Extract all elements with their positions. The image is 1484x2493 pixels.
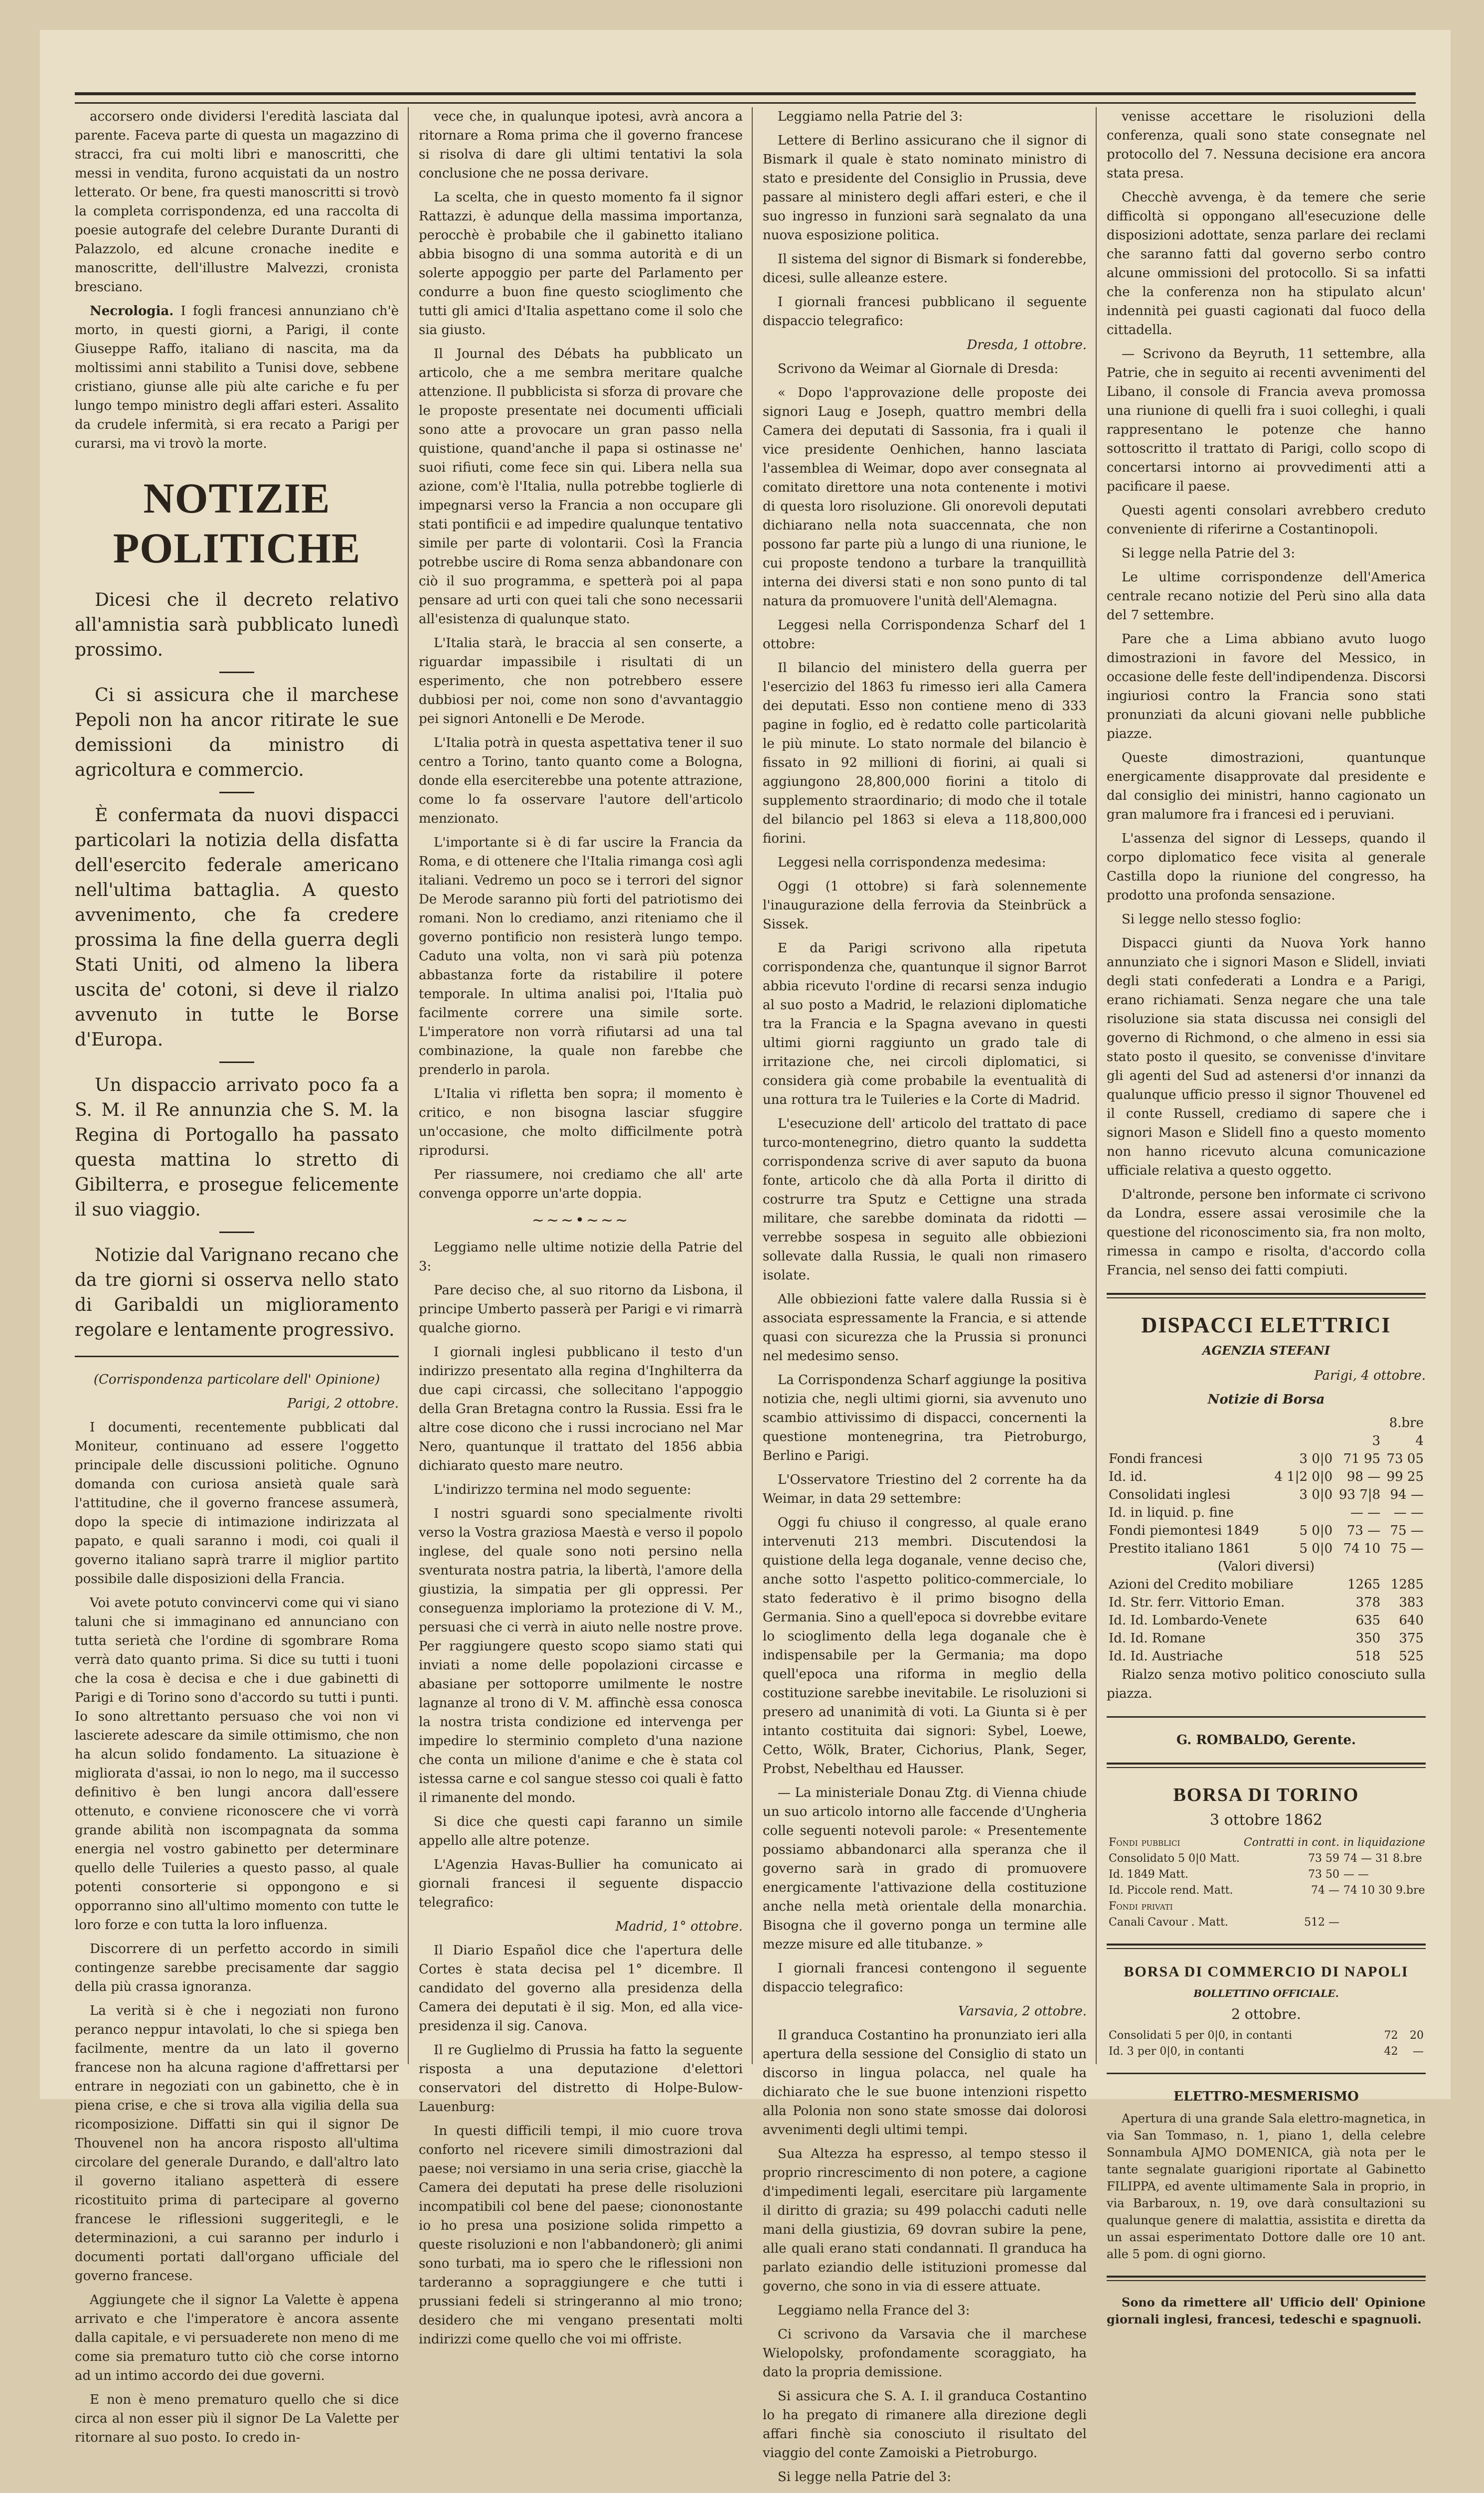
paragraph: L'Italia starà, le braccia al sen conserte, a riguardar impassibile i risultati di un esperimento, che non potrebbero essere dubbiosi per noi, come non sono d'avvantaggio pei signori Antonelli e De Merode. [419,636,743,726]
cell: — [1413,2045,1424,2058]
cell: — — [1350,1505,1381,1520]
cell: 73 — [1346,1523,1381,1538]
paragraph: I giornali inglesi pubblicano il testo d'un indirizzo presentato alla regina d'Inghilterra da due capi circassi, che sollecitano l'appoggio della Gran Bretagna contro la Russia. Essi fra le altre cose dicono che i russi incrociano nel Mar Nero, quantunque il trattato del 1856 abbia dichiarato questo mare neutro. [419,1345,743,1473]
paragraph: D'altronde, persone ben informate ci scrivono da Londra, essere assai verosimile che la questione del riconoscimento sia, fra non molto, rimessa in campo e risolta, d'accordo colla Francia, nel senso dei fatti compiuti. [1107,1187,1426,1278]
month-header: 8.bre [1389,1416,1424,1430]
day-header: 3 [1372,1433,1381,1448]
paragraph: L'Italia potrà in questa aspettativa tener il suo centro a Torino, tanto quanto come a Bologna, donde ella eserciterebbe una potente attrazione, come lo fa osservare l'autore dell'articolo menzionato. [419,735,743,826]
cell: Consolidati 5 per 0|0, in contanti [1109,2029,1292,2042]
cell: — — [1343,1868,1369,1881]
paragraph: Queste dimostrazioni, quantunque energicamente disapprovate dal presidente e dal consiglio dei ministri, hanno cagionato un gran malumore fra i francesi ed i peruviani. [1107,750,1426,822]
top-rule [75,92,1416,104]
paragraph: L'esecuzione dell' articolo del trattato di pace turco-montenegrino, dietro quanto la suddetta corrispondenza scrive di aver saputo da buona fonte, articolo che dà alla Porta il diritto di costrurre tra Sputz e Cettigne una strada militare, che sarebbe dominata da ridotti — verrebbe sospesa in seguito alle obbiezioni sollevate dalla Russia, le quali non rimasero isolate. [763,1116,1087,1283]
column-1 [75,107,399,2445]
borsa-torino-title: BORSA DI TORINO [1173,1784,1359,1805]
cell: Consolidato 5 0|0 Matt. [1109,1852,1240,1865]
table-row [1107,1486,1426,1504]
paragraph: Si legge nella Patrie del 3: [1122,546,1296,561]
table-header-row [1107,1432,1426,1450]
paragraph: La Corrispondenza Scharf aggiunge la positiva notizia che, negli ultimi giorni, sia avvenuto uno scambio attivissimo di dispacci, concernenti la questione montenegrina, tra Pietroburgo, Berlino e Parigi. [763,1373,1087,1463]
borsa-napoli-date: 2 ottobre. [1231,2006,1301,2022]
separator [219,792,254,793]
paragraph: — La ministeriale Donau Ztg. di Vienna chiude un suo articolo intorno alle faccende d'Ungheria colle seguenti notevoli parole: « Presentemente possiamo abbandonarci alla speranza che il governo sarà in grado di promuovere energicamente l'attivazione della costituzione anche nella metà orientale della monarchia. Bisogna che il governo ponga un termine alle mezze misure ed alle titubanze. » [763,1785,1087,1952]
table-row [1107,1468,1426,1486]
paragraph: L'Osservatore Triestino del 2 corrente ha da Weimar, in data 29 settembre: [763,1472,1087,1506]
cell: 20 [1410,2029,1424,2042]
paragraph: Questi agenti consolari avrebbero creduto conveniente di riferirne a Costantinopoli. [1107,503,1426,537]
separator [219,672,254,673]
dispatches-title: DISPACCI ELETTRICI [1141,1313,1391,1337]
cell: 74 — [1311,1884,1340,1897]
cell: Consolidati inglesi [1109,1487,1231,1502]
separator [219,1232,254,1233]
table-row [1107,2044,1426,2060]
cell: 640 [1399,1613,1424,1628]
paragraph: L'assenza del signor di Lesseps, quando il corpo diplomatico fece visita al generale Castilla dopo la riunione del congresso, ha prodotto una profonda sensazione. [1107,831,1426,903]
news-item: Un dispaccio arrivato poco fa a S. M. il Re annunzia che S. M. la Regina di Portogallo ha passato questa mattina lo stretto di Gibilterra, e prosegue felicemente il suo viaggio. [75,1075,399,1220]
borsa-torino-date: 3 ottobre 1862 [1209,1811,1323,1829]
news-item: Dicesi che il decreto relativo all'amnistia sarà pubblicato lunedì prossimo. [75,590,399,660]
table-row [1107,1629,1426,1647]
table-header-row [1107,1414,1426,1432]
paragraph: Scrivono da Weimar al Giornale di Dresda: [778,361,1059,376]
cell: 74 10 30 9.bre [1343,1884,1425,1897]
paragraph: L'Italia vi rifletta ben sopra; il momento è critico, e non bisogna lasciar sfuggire un'occasione, che molto difficilmente potrà riprodursi. [419,1086,743,1158]
cell: Id. 3 per 0|0, in contanti [1109,2045,1244,2058]
cell: Id. Piccole rend. Matt. [1109,1884,1233,1897]
paragraph: La verità si è che i negoziati non furono peranco neppur intavolati, lo che si spiega ben facilmente, mentre da un lato il governo francese non ha alcuna ragione d'affrettarsi per entrare in negoziati con un gabinetto, che è in piena crise, e che si trova alla vigilia della sua ricomposizione. Diffatti sin qui il signor De Thouvenel non ha ancora risposto all'ultima circolare del generale Durando, e dall'altro lato il governo italiano aspetterà di essere ricostituito prima di partecipare al governo francese le riflessioni suggeritegli, e le determinazioni, a cui saranno per indurlo i documenti portati dall'organo ufficiale del governo francese. [75,2003,399,2284]
table-row [1107,1915,1427,1931]
cell: 73 59 [1308,1852,1340,1865]
paragraph: Si legge nella Patrie del 3: [778,2470,952,2485]
table-row [1107,1611,1426,1629]
cell: 378 [1355,1595,1381,1610]
stock-table [1107,1414,1426,1665]
news-item: È confermata da nuovi dispacci particolari la notizia della disfatta dell'esercito federale americano nell'ultima battaglia. A questo avvenimento, che fa credere prossima la fine della guerra degli Stati Uniti, od almeno la libera uscita de' cotoni, si deve il rialzo avvenuto in tutte le Borse d'Europa. [75,805,399,1050]
cell: Id. Id. Romane [1109,1631,1206,1646]
cell: 3 0|0 [1299,1451,1333,1466]
dateline: Madrid, 1° ottobre. [615,1919,743,1934]
divider [1107,1293,1426,1298]
paragraph: I nostri sguardi sono specialmente rivolti verso la Vostra graziosa Maestà e verso il popolo inglese, del quale sono noti persino nella sventurata nostra patria, la libertà, l'amore della giustizia, la simpatia per gli oppressi. Per conseguenza imploriamo la protezione di V. M., persuasi che ci verrà in aiuto nelle nostre prove. Per raggiungere questo scopo siamo stati qui inviati a nome delle popolazioni circasse e abasiane per sottoporre umilmente le nostre lagnanze al trono di V. M. affinchè essa conosca la nostra trista condizione ed intervenga per impedire lo sterminio completo d'una nazione che conta un milione d'anime e che è stata col istessa carne e col sangue stesso coi quali è fatto il rimanente del mondo. [419,1506,743,1805]
borsa-torino-table [1107,1835,1427,1931]
cell: 1285 [1390,1577,1424,1592]
paragraph: Checchè avvenga, è da temere che serie difficoltà si oppongano all'esecuzione delle disposizioni adottate, senza parlare dei reclami che saranno fatti dal governo serbo contro alcune ommissioni del protocollo. Si sa infatti che la conferenza non ha stipulato alcun' indennità pei guasti cagionati dal fuoco della cittadella. [1107,190,1426,338]
cell: 99 25 [1386,1469,1424,1484]
newspaper-page [40,30,1451,2485]
cell: 74 10 [1343,1541,1381,1556]
paragraph: Si assicura che S. A. I. il granduca Costantino lo ha pregato di rimanere alla direzione degli affari finchè sia conosciuto il risultato del viaggio del conte Zamoiski a Pietroburgo. [763,2389,1087,2461]
paragraph: L'importante si è di far uscire la Francia da Roma, e di ottenere che l'Italia rimanga così agli italiani. Vedremo un poco se i terrori del signor De Merode saranno più forti del patriotismo dei romani. Non lo crediamo, anzi riteniamo che il governo pontificio non resisterà lungo tempo. Caduto una volta, non vi sarà più potenza abbastanza forte da ristabilire il potere temporale. In ultima analisi poi, l'Italia può facilmente correre una simile sorte. L'imperatore non vorrà rifiutarsi ad una tal combinazione, la quale non farebbe che prenderlo in parola. [419,835,743,1077]
cell: Id. Id. Lombardo-Venete [1109,1613,1267,1628]
cell: 93 7|8 [1339,1487,1381,1502]
paragraph: Si legge nello stesso foglio: [1122,912,1302,927]
paragraph: « Dopo l'approvazione delle proposte dei signori Laug e Joseph, quattro membri della Camera dei deputati di Sassonia, fra i quali il vice presidente Oenhichen, hanno lasciata l'assemblea di Weimar, dopo aver consegnata al comitato direttore una nota contenente i motivi di questa loro risoluzione. Gli onorevoli deputati dichiarano nella nota suaccennata, che non possono far parte più a lungo di una riunione, le cui proposte tendono a turbare la tranquillità interna dei diversi stati e non sono punto di tal natura da promuovere l'unità dell'Alemagna. [763,385,1087,609]
paragraph: Leggesi nella corrispondenza medesima: [778,855,1046,870]
cell: 525 [1399,1649,1424,1664]
table-row [1107,2028,1426,2044]
paragraph: Rialzo senza motivo politico conosciuto sulla piazza. [1107,1667,1426,1701]
table-row [1107,1504,1426,1522]
section-headline: NOTIZIE POLITICHE [113,474,361,572]
borsa-napoli-table [1107,2028,1426,2060]
cell: 350 [1355,1631,1381,1646]
obituary-text: I fogli francesi annunziano ch'è morto, in questi giorni, a Parigi, il conte Giuseppe Raffo, italiano di nascita, ma da moltissimi anni stabilito a Tunisi dove, sebbene cristiano, giunse alle più alte cariche e fu per lungo tempo ministro degli affari esteri. Assalito da crudele infermità, si era recato a Parigi per curarsi, ma vi trovò la morte. [75,304,399,451]
cell [1341,1915,1427,1931]
table-header-row [1107,1835,1427,1851]
paragraph: — Scrivono da Beyruth, 11 settembre, alla Patrie, che in seguito ai recenti avvenimenti del Libano, il console di Francia aveva promossa una riunione di quelli fra i suoi colleghi, i quali rappresentano le potenze che hanno sottoscritto il trattato di Parigi, collo scopo di concertarsi intorno ai provvedimenti atti a pacificare il paese. [1107,347,1426,494]
table-row [1107,1594,1426,1611]
column-header: Contratti in cont. [1243,1836,1340,1849]
cell: 72 [1384,2029,1398,2042]
obituary-paragraph [75,302,399,453]
paragraph: Leggesi nella Corrispondenza Scharf del 1 ottobre: [763,618,1087,652]
dateline: Parigi, 4 ottobre. [1314,1368,1426,1383]
column-divider [1096,107,1097,2064]
paragraph: I giornali francesi contengono il seguente dispaccio telegrafico: [763,1961,1087,1995]
news-item: Notizie dal Varignano recano che da tre giorni si osserva nello stato di Garibaldi un miglioramento regolare e lentamente progressivo. [75,1245,399,1340]
cell [1269,1504,1334,1522]
cell: 98 — [1346,1469,1381,1484]
cell: Fondi piemontesi 1849 [1109,1523,1259,1538]
paragraph: Sua Altezza ha espresso, al tempo stesso il proprio rincrescimento di non potere, a cagione d'impedimenti legali, esercitare più largamente il diritto di grazia; su 499 polacchi caduti nelle mani della giustizia, 69 dovran subire la pene, alle quali erano stati condannati. Il granduca ha parlato eziandio delle istituzioni promesse dal governo, che sono in via di essere attuate. [763,2146,1087,2294]
paragraph: Le ultime corrispondenze dell'America centrale recano notizie del Perù sino alla data del 7 settembre. [1107,570,1426,623]
table-row [1107,1647,1426,1665]
paragraph: Il Journal des Débats ha pubblicato un articolo, che a me sembra meritare qualche attenzione. Il pubblicista si sforza di provare che le proposte presentate nei documenti ufficiali sono atte a provocare un gran passo nella quistione, quand'anche il papa si ostinasse ne' suoi rifiuti, come fece sin qui. Libera nella sua azione, com'è l'Italia, nulla potrebbe toglierle di impegnarsi verso la Francia a non occupare gli stati pontificii e ad impedire qualunque tentativo simile per parte di volontarii. Così la Francia potrebbe uscire di Roma senza abbandonare con ciò il suo programma, e spetterà poi al papa pensare ad urti con quei tali che sono necessarii all'esistenza di qualunque stato. [419,347,743,627]
divider [75,1356,399,1357]
paragraph: Per riassumere, noi crediamo che all' arte convenga opporre un'arte doppia. [419,1167,743,1201]
correspondence-header: (Corrispondenza particolare dell' Opinione) [93,1372,380,1387]
cell: Id. id. [1109,1469,1147,1484]
paragraph: Il granduca Costantino ha pronunziato ieri alla apertura della sessione del Consiglio di stato un discorso in lingua polacca, nel quale ha dichiarato che le sue buone intenzioni rispetto alla Polonia non sono state smosse dai dolorosi avvenimenti degli ultimi tempi. [763,2028,1087,2137]
valori-label: (Valori diversi) [1217,1559,1315,1574]
borsa-napoli-sub: BOLLETTINO OFFICIALE. [1193,1987,1339,1999]
table-row [1107,1883,1427,1899]
paragraph: Dispacci giunti da Nuova York hanno annunziato che i signori Mason e Slidell, inviati degli stati confederati a Londra e a Parigi, erano richiamati. Senza negare che una tale risoluzione sia stata discussa nei consigli del governo di Richmond, o che almeno in essi sia stato posto il quesito, se convenisse d'invitare gli agenti del Sud ad astenersi d'or innanzi da qualunque ufficio presso il signor Thouvenel ed il conte Russell, crediamo di sapere che i signori Mason e Slidell fino a questo momento non hanno ricevuto alcuna comunicazione ufficiale relativa a questo oggetto. [1107,936,1426,1178]
cell: 512 — [1304,1916,1340,1929]
paragraph: Pare che a Lima abbiano avuto luogo dimostrazioni in favore del Messico, in occasione delle feste dell'indipendenza. Discorsi ingiuriosi contro la Francia sono stati pronunziati da alcuni giovani nelle pubbliche piazze. [1107,632,1426,741]
paragraph: Aggiungete che il signor La Valette è appena arrivato e che l'imperatore è ancora assente dalla capitale, e vi persuaderete non meno di me come sia prematuro tutto ciò che corse intorno ad un intimo accordo dei due governi. [75,2293,399,2383]
gerente-signature: G. ROMBALDO, Gerente. [1176,1733,1356,1748]
cell: 3 0|0 [1299,1487,1333,1502]
paragraph: Pare deciso che, al suo ritorno da Lisbona, il principe Umberto passerà per Parigi e vi rimarrà qualche giorno. [419,1283,743,1336]
paragraph: Leggiamo nella France del 3: [778,2303,970,2318]
paragraph: Alle obbiezioni fatte valere dalla Russia si è associata espressamente la Francia, e si attende quasi con sicurezza che la Prussia si pronunci nel medesimo senso. [763,1292,1087,1364]
column-divider [752,107,753,2064]
paragraph: Il Diario Español dice che l'apertura delle Cortes è stata decisa pel 1° dicembre. Il candidato del governo alla presidenza della Camera dei deputati è il sig. Mon, ed alla vice-presidenza il sig. Canova. [419,1943,743,2034]
day-header: 4 [1415,1433,1424,1448]
final-notice: Sono da rimettere all' Ufficio dell' Opinione giornali inglesi, francesi, tedeschi e spagnuoli. [1107,2295,1426,2326]
column-3 [763,107,1087,2485]
paragraph: venisse accettare le risoluzioni della conferenza, quali sono state consegnate nel protocollo del 7. Nessuna decisione era ancora stata presa. [1107,109,1426,181]
cell: — — [1393,1505,1424,1520]
paragraph: Lettere di Berlino assicurano che il signor di Bismark il quale è stato nominato ministro di stato e presidente del Consiglio in Prussia, deve passare al ministero degli affari esteri, e che il suo ingresso in funzioni sarà segnalato da una nuova esposizione politica. [763,133,1087,243]
cell: 518 [1355,1649,1381,1664]
ornament: ~~~•~~~ [531,1212,630,1229]
cell: 94 — [1390,1487,1424,1502]
cell: Id. Str. ferr. Vittorio Eman. [1109,1595,1285,1610]
dateline: Varsavia, 2 ottobre. [958,2004,1087,2019]
cell: 71 95 [1343,1451,1381,1466]
table-row [1107,1558,1426,1576]
cell: 4 1|2 0|0 [1274,1469,1333,1484]
column-header: in liquidazione [1343,1836,1425,1849]
table-row [1107,1576,1426,1594]
stock-news-heading: Notizie di Borsa [1207,1392,1325,1407]
cell: Azioni del Credito mobiliare [1109,1577,1294,1592]
paragraph: Leggiamo nella Patrie del 3: [778,109,963,124]
paragraph: Discorrere di un perfetto accordo in simili contingenze sarebbe precisamente dar saggio della più crassa ignoranza. [75,1942,399,1994]
divider [1107,2276,1426,2281]
paragraph: vece che, in qualunque ipotesi, avrà ancora a ritornare a Roma prima che il governo francese si risolva di dare gli ultimi tentativi la sola conclusione che ne possa derivare. [419,109,743,181]
table-row [1107,1867,1427,1883]
cell: 5 0|0 [1299,1523,1333,1538]
paragraph: Il re Guglielmo di Prussia ha fatto la seguente risposta a una deputazione d'elettori conservatori del distretto di Holpe-Bulow-Lauenburg: [419,2043,743,2115]
column-4 [1107,107,1426,2326]
dateline: Parigi, 2 ottobre. [287,1396,399,1411]
divider [1107,1944,1426,1949]
cell: Prestito italiano 1861 [1109,1541,1251,1556]
paragraph: Oggi (1 ottobre) si farà solennemente l'inaugurazione della ferrovia da Steinbrück a Sissek. [763,879,1087,932]
elettro-ad: Apertura di una grande Sala elettro-magnetica, in via San Tommaso, n. 1, piano 1, della celebre Sonnambula AJMO DOMENICA, già nota per le tante segnalate guarigioni riportate al Gabinetto FILIPPA, ed avente ultimamente Sala in proprio, in via Barbaroux, n. 19, ove darà consultazioni su qualunque genere di malattia, assistita e diretta da un assai esperimentato Dottore dalle ore 10 ant. alle 5 pom. di ogni giorno. [1107,2112,1426,2261]
table-row [1107,1851,1427,1867]
paragraph: E da Parigi scrivono alla ripetuta corrispondenza che, quantunque il signor Barrot abbia ricevuto l'ordine di recarsi senza indugio al suo posto a Madrid, le relazioni diplomatiche tra la Francia e la Spagna avevano in questi ultimi giorni raggiunto un grado tale di irritazione che, nei circoli diplomatici, si considera già come probabile la eventualità di una rottura tra le Tuileries e la Corte di Madrid. [763,941,1087,1107]
table-row [1107,1540,1426,1558]
separator [219,1062,254,1063]
dateline: Dresda, 1 ottobre. [967,338,1087,353]
paragraph: accorsero onde dividersi l'eredità lasciata dal parente. Faceva parte di questa un magazzino di stracci, fra cui molti libri e manoscritti, che messi in vendita, furono acquistati da un nostro letterato. Or bene, fra questi manoscritti si trovò la completa corrispondenza, ed una raccolta di poesie autografe del celebre Durante Duranti di Palazzolo, ed alcune cronache inedite e manoscritte, dell'illustre Malvezzi, cronista bresciano. [75,109,399,295]
cell: 73 05 [1386,1451,1424,1466]
column-divider [408,107,409,2064]
paragraph: Il bilancio del ministero della guerra per l'esercizio del 1863 fu rimesso ieri alla Camera dei deputati. Esso non contiene meno di 333 pagine in foglio, ed è redatto colle particolarità le più minute. Lo stato normale del bilancio è fissato in 92 millioni di fiorini, ai quali si aggiungono 28,800,000 fiorini a titolo di supplemento straordinario; di modo che il totale del bilancio pel 1863 si eleva a 118,800,000 fiorini. [763,661,1087,846]
paragraph: Ci scrivono da Varsavia che il marchese Wielopolsky, profondamente scoraggiato, ha dato la propria demissione. [763,2327,1087,2380]
paragraph: E non è meno prematuro quello che si dice circa al non esser più il signor De La Valette per ritornare al suo posto. Io credo in- [75,2392,399,2445]
dispatches-agency: AGENZIA STEFANI [1202,1343,1330,1358]
cell: Fondi francesi [1109,1451,1203,1466]
cell: 73 50 [1308,1868,1340,1881]
cell: 383 [1399,1595,1424,1610]
column-header: Fondi pubblici [1109,1836,1180,1849]
cell: Id. Id. Austriache [1109,1649,1223,1664]
cell: Id. in liquid. p. fine [1109,1505,1234,1520]
borsa-napoli-title: BORSA DI COMMERCIO DI NAPOLI [1124,1963,1409,1980]
paragraph: La scelta, che in questo momento fa il signor Rattazzi, è adunque della massima importanza, perocchè è probabile che il gabinetto italiano abbia bisogno di una somma autorità e di un solerte appoggio per parte del Parlamento per condurre a buon fine questo scioglimento che tutti gli amici d'Italia aspettano come il solo che sia giusto. [419,190,743,338]
cell: 75 — [1390,1523,1424,1538]
news-item: Ci si assicura che il marchese Pepoli non ha ancor ritirate le sue demissioni da ministro di agricoltura e commercio. [75,685,399,780]
cell: 375 [1399,1631,1424,1646]
cell: 42 [1384,2045,1398,2058]
paragraph: I documenti, recentemente pubblicati dal Moniteur, continuano ad essere l'oggetto principale delle discussioni politiche. Ognuno domanda con curiosa ansietà quale sarà l'attitudine, che il governo francese assumerà, dopo la specie di intimazione indirizzata al papato, e quali saranno i modi, coi quali il governo italiano saprà trarre il miglior partito possibile dalle disposizioni della Francia. [75,1420,399,1587]
cell: 635 [1355,1613,1381,1628]
paragraph: Leggiamo nelle ultime notizie della Patrie del 3: [419,1240,743,1274]
table-row [1107,1899,1427,1915]
cell: 1265 [1347,1577,1381,1592]
paragraph: L'Agenzia Havas-Bullier ha comunicato ai giornali francesi il seguente dispaccio telegrafico: [419,1857,743,1910]
paragraph: L'indirizzo termina nel modo seguente: [434,1482,691,1497]
table-row [1107,1522,1426,1540]
table-row [1107,1450,1426,1468]
obituary-lead: Necrologia. [90,304,174,319]
divider [1107,2073,1426,2074]
paragraph: In questi difficili tempi, il mio cuore trova conforto nel ricevere simili dimostrazioni dal paese; noi versiamo in una seria crise, giacchè la Camera dei deputati ha prese delle risoluzioni incompatibili col bene del paese; ciononostante io ho presa una posizione solida rimpetto a queste risoluzioni e non l'abbandonerò; gli animi sono turbati, ma io spero che le riflessioni non tarderanno a sopraggiungere e che tutti i prussiani fedeli si stringeranno al mio trono; desidero che mi vengano presentati molti indirizzi come quello che voi mi offriste. [419,2124,743,2347]
divider [1107,1763,1426,1768]
elettro-title: ELETTRO-MESMERISMO [1173,2089,1359,2104]
cell: 5 0|0 [1299,1541,1333,1556]
cell: Canali Cavour . Matt. [1109,1916,1228,1929]
paragraph: Si dice che questi capi faranno un simile appello alle altre potenze. [419,1814,743,1848]
column-2 [419,107,743,2347]
paragraph: I giornali francesi pubblicano il seguente dispaccio telegrafico: [763,295,1087,329]
paragraph: Voi avete potuto convincervi come qui vi siano taluni che si immaginano ed annunciano con tutta serietà che l'ordine di sgombrare Roma verrà dato quanto prima. Si dice su tutti i tuoni che la cosa è decisa e che i due gabinetti di Parigi e di Torino sono d'accordo su tutti i punti. Io sono altrettanto persuaso che voi non vi lascierete adescare da simile ottimismo, che non ha alcun solido fondamento. La situazione è migliorata d'assai, io non lo nego, ma il successo definitivo è ben lungi ancora dall'essere ottenuto, e conviene riconoscere che vi vorrà grande abilità non iscompagnata da somma energia nel vostro gabinetto per determinare quello delle Tuileries a questo passo, al quale potenti consorterie si oppongono e si opporranno sino all'ultimo momento con tutte le loro forze e con tutta la loro influenza. [75,1596,399,1933]
cell: 75 — [1390,1541,1424,1556]
section-label: Fondi privati [1109,1900,1173,1913]
cell: Id. 1849 Matt. [1109,1868,1189,1881]
divider [1107,1716,1426,1718]
paragraph: Oggi fu chiuso il congresso, al quale erano intervenuti 213 membri. Discutendosi la quistione della lega doganale, venne deciso che, anche sotto l'aspetto politico-commerciale, lo stato federativo è il primo bisogno della Germania. Sino a quell'epoca si dovrebbe evitare lo scioglimento della lega doganale che è indispensabile per la Germania; ma dopo quell'epoca una riforma in meglio della costituzione sarebbe inevitabile. Le risoluzioni si presero ad unanimità di voti. La Giunta si è per intanto costituita dai signori: Sybel, Loewe, Cetto, Wölk, Brater, Cichorius, Plank, Seger, Probst, Nebelthau ed Hausser. [763,1515,1087,1777]
paragraph: Il sistema del signor di Bismark si fonderebbe, dicesi, sulle alleanze estere. [763,252,1087,286]
cell: 74 — 31 8.bre [1343,1852,1422,1865]
